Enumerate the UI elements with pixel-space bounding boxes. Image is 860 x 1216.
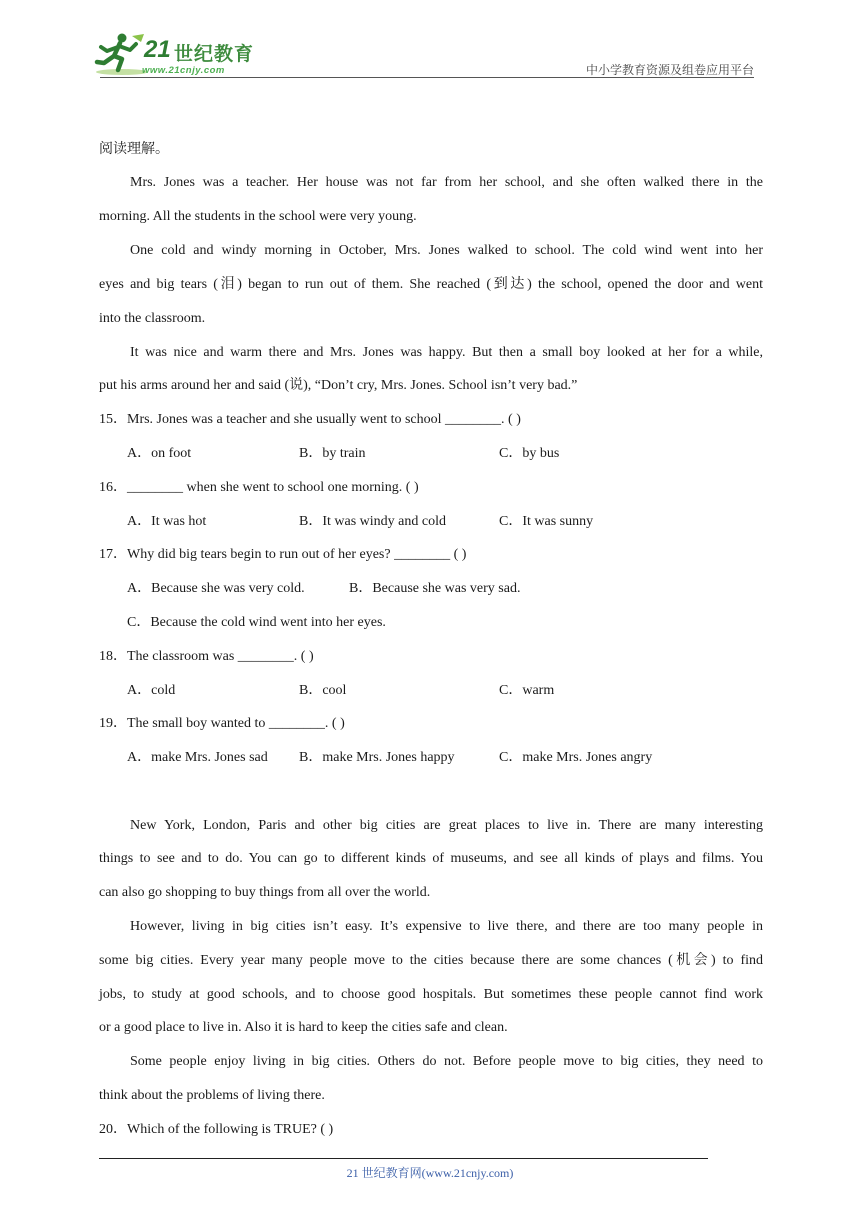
site-logo[interactable] [92,32,262,80]
option-17-a[interactable]: A．Because she was very cold. [127,581,305,596]
option-16-a[interactable]: A．It was hot [127,514,207,529]
runner-logo-icon [92,32,146,78]
question-20: 20．Which of the following is TRUE? ( ) [99,1122,334,1137]
passage1-line: put his arms around her and said (说), “Don’t cry, Mrs. Jones. School isn’t very bad.” [99,378,578,393]
passage2-line: New York, London, Paris and other big cities are great places to live in. There are many interesting [130,818,763,833]
option-15-c[interactable]: C．by bus [499,446,560,461]
question-16: 16．________ when she went to school one morning. ( ) [99,480,419,495]
passage2-line: think about the problems of living there. [99,1088,325,1103]
passage1-line: One cold and windy morning in October, Mrs. Jones walked to school. The cold wind went into her [130,243,763,258]
passage2-line: some big cities. Every year many people move to the cities because there are some chances (机会) to find [99,953,763,968]
footer-divider [99,1158,708,1159]
option-15-b[interactable]: B．by train [299,446,366,461]
logo-url: www.21cnjy.com [142,65,225,76]
passage2-line: things to see and to do. You can go to different kinds of museums, and see all kinds of plays and films. You [99,851,763,866]
option-17-c[interactable]: C．Because the cold wind went into her eyes. [127,615,386,630]
passage1-line: It was nice and warm there and Mrs. Jones was happy. But then a small boy looked at her for a while, [130,345,763,360]
passage2-line: However, living in big cities isn’t easy. It’s expensive to live there, and there are too many people in [130,919,763,934]
option-18-a[interactable]: A．cold [127,683,176,698]
option-18-c[interactable]: C．warm [499,683,555,698]
option-17-b[interactable]: B．Because she was very sad. [349,581,521,596]
question-18: 18．The classroom was ________. ( ) [99,649,314,664]
logo-text: 世纪教育 [174,43,255,65]
passage1-line: morning. All the students in the school were very young. [99,209,417,224]
option-19-b[interactable]: B．make Mrs. Jones happy [299,750,455,765]
option-19-a[interactable]: A．make Mrs. Jones sad [127,750,268,765]
option-19-c[interactable]: C．make Mrs. Jones angry [499,750,653,765]
section-title: 阅读理解。 [99,142,169,157]
passage2-line: can also go shopping to buy things from all over the world. [99,885,431,900]
question-17: 17．Why did big tears begin to run out of her eyes? ________ ( ) [99,547,467,562]
passage2-line: Some people enjoy living in big cities. Others do not. Before people move to big cities, they need to [130,1054,763,1069]
page-footer[interactable]: 21 世纪教育网(www.21cnjy.com) [346,1166,514,1180]
header-divider [100,77,754,78]
page-header [0,0,860,90]
question-15: 15．Mrs. Jones was a teacher and she usually went to school ________. ( ) [99,412,521,427]
question-19: 19．The small boy wanted to ________. ( ) [99,716,345,731]
logo-number: 21 [144,36,171,63]
passage2-line: jobs, to study at good schools, and to choose good hospitals. But sometimes these people cannot find work [99,987,763,1002]
passage2-line: or a good place to live in. Also it is hard to keep the cities safe and clean. [99,1020,508,1035]
option-15-a[interactable]: A．on foot [127,446,192,461]
option-16-c[interactable]: C．It was sunny [499,514,594,529]
passage1-line: into the classroom. [99,311,206,326]
passage1-line: eyes and big tears (泪) began to run out of them. She reached (到达) the school, opened the door and went [99,277,763,292]
option-16-b[interactable]: B．It was windy and cold [299,514,446,529]
option-18-b[interactable]: B．cool [299,683,347,698]
platform-name: 中小学教育资源及组卷应用平台 [585,63,754,77]
passage1-line: Mrs. Jones was a teacher. Her house was not far from her school, and she often walked there in the [130,175,763,190]
